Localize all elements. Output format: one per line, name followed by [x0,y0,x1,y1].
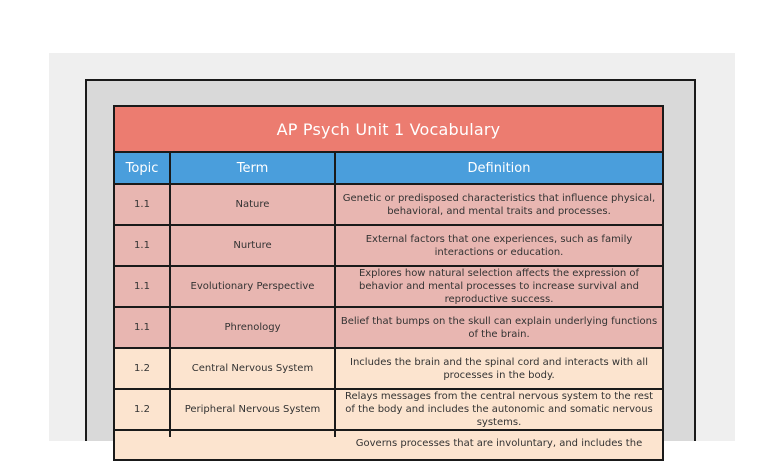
definition-cell: Relays messages from the central nervous system to the rest of the body and includes the autonomic and somatic nervous systems. [344,391,654,428]
term-cell: Central Nervous System [171,349,336,388]
definition-cell: Governs processes that are involuntary, and includes the [355,438,643,449]
table-row [115,431,662,461]
topic-cell: 1.1 [115,185,171,224]
topic-cell [115,431,171,437]
definition-cell: External factors that one experiences, such as family interactions or education. [365,233,633,258]
table-row [115,185,662,226]
table-title: AP Psych Unit 1 Vocabulary [115,107,662,153]
term-cell: Evolutionary Perspective [171,267,336,306]
table-row [115,226,662,267]
term-cell: Peripheral Nervous System [171,390,336,429]
topic-cell: 1.2 [115,390,171,429]
header-definition: Definition [467,160,531,176]
definition-cell: Belief that bumps on the skull can explain underlying functions of the brain. [340,315,658,340]
term-cell: Nurture [171,226,336,265]
topic-cell: 1.1 [115,267,171,306]
definition-cell: Genetic or predisposed characteristics that influence physical, behavioral, and mental traits and processes. [342,192,656,217]
term-cell: Nature [171,185,336,224]
definition-cell: Includes the brain and the spinal cord and interacts with all processes in the body. [350,356,648,381]
vocabulary-table [113,105,664,461]
header-topic: Topic [115,153,171,183]
topic-cell: 1.2 [115,349,171,388]
header-term: Term [171,153,336,183]
table-row [115,349,662,390]
definition-cell: Explores how natural selection affects the expression of behavior and mental processes to increase survival and reproductive success. [358,268,640,305]
table-header-row [115,153,662,185]
table-row [115,267,662,308]
table-row [115,308,662,349]
topic-cell: 1.1 [115,226,171,265]
topic-cell: 1.1 [115,308,171,347]
term-cell [171,431,336,437]
table-row [115,390,662,431]
term-cell: Phrenology [171,308,336,347]
